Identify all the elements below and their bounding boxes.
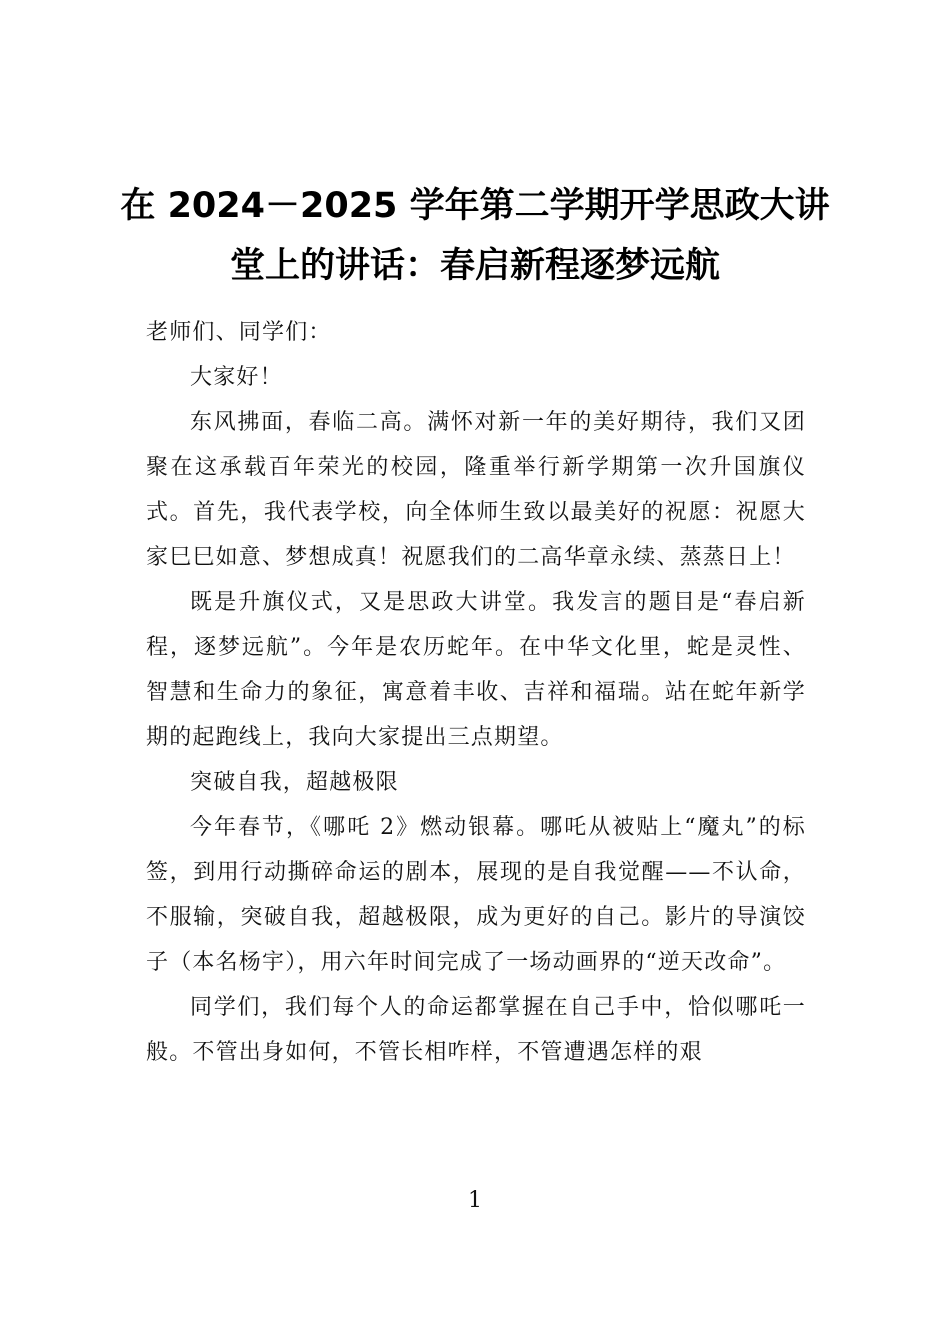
title-line-1: 在 2024－2025 学年第二学期开学思政大讲 <box>120 186 830 226</box>
title-line-2: 堂上的讲话：春启新程逐梦远航 <box>229 246 720 286</box>
section-heading: 突破自我，超越极限 <box>190 770 399 795</box>
paragraph-students: 同学们，我们每个人的命运都掌握在自己手中，恰似哪吒一般。不管出身如何，不管长相咋样，不管遭遇怎样的艰 <box>146 995 806 1065</box>
paragraph-nezha: 今年春节，《哪吒 2》燃动银幕。哪吒从被贴上“魔丸”的标签，到用行动撕碎命运的剧本，展现的是自我觉醒——不认命，不服输，突破自我，超越极限，成为更好的自己。影片的导演饺子（本名杨宇），用六年时间完成了一场动画界的“逆天改命”。 <box>146 815 806 975</box>
salutation: 老师们、同学们： <box>146 320 332 345</box>
paragraph-greeting: 大家好！ <box>190 365 283 390</box>
page-number: 1 <box>468 1188 482 1213</box>
paragraph-opening: 东风拂面，春临二高。满怀对新一年的美好期待，我们又团聚在这承载百年荣光的校园，隆重举行新学期第一次升国旗仪式。首先，我代表学校，向全体师生致以最美好的祝愿：祝愿大家巳巳如意、梦想成真！祝愿我们的二高华章永续、蒸蒸日上！ <box>146 410 806 570</box>
document-body <box>146 310 806 1075</box>
paragraph-topic: 既是升旗仪式，又是思政大讲堂。我发言的题目是“春启新程，逐梦远航”。今年是农历蛇年。在中华文化里，蛇是灵性、智慧和生命力的象征，寓意着丰收、吉祥和福瑞。站在蛇年新学期的起跑线上，我向大家提出三点期望。 <box>146 590 806 750</box>
document-title <box>120 176 830 296</box>
